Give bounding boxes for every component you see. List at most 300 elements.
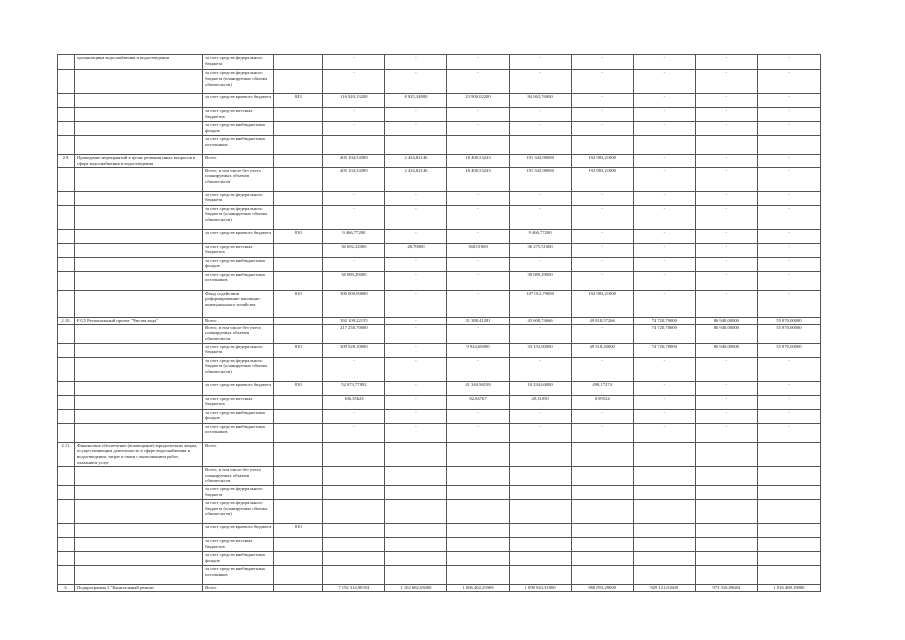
row-number [58,551,75,565]
amount-cell: 2 434,82146 [385,155,447,168]
amount-cell: 55 870,00000 [757,317,820,324]
amount-cell: - [695,94,757,108]
amount-cell: - [571,205,633,229]
measure-name [75,324,203,343]
amount-cell: - [757,423,820,442]
amount-cell: 36 692,22000 [323,243,385,257]
amount-cell: - [385,324,447,343]
amount-cell: 191 343,98000 [509,155,571,168]
table-row [58,551,821,565]
amount-cell [385,442,447,466]
row-number [58,290,75,317]
amount-cell: - [509,191,571,205]
table-row [58,343,821,357]
table-row [58,108,821,122]
funding-source: за счет средств внебюджетных фондов [203,409,274,423]
funding-source: за счет средств внебюджетных источников [203,271,274,290]
amount-cell [509,565,571,584]
row-number [58,485,75,499]
measure-name [75,70,203,94]
amount-cell: - [385,108,447,122]
amount-cell: 9 924,60000 [447,343,509,357]
table-row [58,409,821,423]
measure-name [75,409,203,423]
amount-cell: 405 104,54389 [323,155,385,168]
amount-cell: 392 109,22155 [323,317,385,324]
measure-name [75,167,203,191]
amount-cell [509,551,571,565]
table-row [58,271,821,290]
amount-cell: - [695,357,757,381]
amount-cell: - [385,55,447,70]
amount-cell [757,551,820,565]
amount-cell [757,565,820,584]
amount-cell: 23 900,02200 [447,94,509,108]
amount-cell: 86 940,00000 [695,343,757,357]
funding-source: за счет средств внебюджетных источников [203,136,274,155]
amount-cell [323,551,385,565]
amount-cell: - [633,94,695,108]
amount-cell: - [633,381,695,395]
amount-cell: - [757,155,820,168]
measure-name [75,94,203,108]
amount-cell: - [757,243,820,257]
funding-source: за счет средств краевого бюджета [203,229,274,243]
funding-source: за счет средств краевого бюджета [203,94,274,108]
amount-cell [447,537,509,551]
funding-source: за счет средств федерального бюджета (планируемые объемы обязательств) [203,499,274,523]
amount-cell: - [571,70,633,94]
amount-cell [633,499,695,523]
measure-name [75,423,203,442]
funding-source: за счет средств внебюджетных фондов [203,551,274,565]
table-row [58,317,821,324]
amount-cell: - [757,381,820,395]
amount-cell: - [757,409,820,423]
amount-cell: 1 006 402,25969 [447,584,509,591]
budget-code [274,537,323,551]
amount-cell: 106,35623 [323,395,385,409]
budget-code [274,466,323,485]
measure-name [75,205,203,229]
amount-cell: - [571,94,633,108]
row-number [58,423,75,442]
amount-cell [385,551,447,565]
amount-cell [509,136,571,155]
funding-source: Всего, в том числе без учета планируемых объемов обязательств [203,167,274,191]
amount-cell: - [385,70,447,94]
amount-cell: 18 400,53243 [447,167,509,191]
amount-cell: - [695,290,757,317]
amount-cell [633,466,695,485]
amount-cell: - [385,191,447,205]
amount-cell: 191 343,98000 [509,167,571,191]
row-number [58,537,75,551]
amount-cell [509,485,571,499]
budget-code: 810 [274,229,323,243]
amount-cell: 192 983,21000 [571,290,633,317]
amount-cell: - [633,395,695,409]
amount-cell: 49 318,20000 [571,343,633,357]
budget-code [274,357,323,381]
amount-cell: 9 466,77200 [509,229,571,243]
amount-cell [571,136,633,155]
amount-cell: - [323,409,385,423]
amount-cell: 7 192 314,98354 [323,584,385,591]
amount-cell: - [509,55,571,70]
amount-cell: - [323,357,385,381]
budget-code: 810 [274,343,323,357]
amount-cell [323,442,385,466]
budget-code [274,409,323,423]
budget-table [57,54,821,592]
amount-cell: - [695,423,757,442]
amount-cell: 74 720,70000 [633,343,695,357]
amount-cell: 86 940,00000 [695,317,757,324]
row-number [58,381,75,395]
row-number [58,243,75,257]
amount-cell: - [323,205,385,229]
amount-cell [757,523,820,537]
amount-cell [385,523,447,537]
row-number [58,191,75,205]
amount-cell: 41 340,96538 [447,381,509,395]
table-row [58,395,821,409]
table-row [58,155,821,168]
amount-cell [447,136,509,155]
amount-cell [633,442,695,466]
amount-cell: - [633,271,695,290]
amount-cell: - [571,357,633,381]
amount-cell [385,466,447,485]
budget-code [274,108,323,122]
amount-cell: - [509,357,571,381]
amount-cell: 48,70000 [385,243,447,257]
row-number [58,523,75,537]
budget-code [274,167,323,191]
table-row [58,136,821,155]
amount-cell [571,485,633,499]
row-number [58,271,75,290]
amount-cell: - [571,324,633,343]
amount-cell: - [695,191,757,205]
amount-cell [571,466,633,485]
amount-cell: 9 466,77200 [323,229,385,243]
table-row [58,122,821,136]
amount-cell [757,442,820,466]
amount-cell [571,499,633,523]
amount-cell: - [385,395,447,409]
amount-cell: - [633,55,695,70]
funding-source: Всего [203,584,274,591]
amount-cell: 18 400,53243 [447,155,509,168]
amount-cell: 82,84767 [447,395,509,409]
funding-source: за счет средств местных бюджетов [203,395,274,409]
amount-cell [447,442,509,466]
table-row [58,357,821,381]
amount-cell [509,466,571,485]
amount-cell: 2 434,82146 [385,167,447,191]
amount-cell [509,499,571,523]
amount-cell: - [695,167,757,191]
amount-cell [323,499,385,523]
amount-cell [509,537,571,551]
amount-cell [571,565,633,584]
budget-code: 810 [274,523,323,537]
amount-cell: - [385,290,447,317]
row-number: 2.9. [58,155,75,168]
amount-cell [695,466,757,485]
amount-cell: 498,17374 [571,381,633,395]
row-number: 2.10. [58,317,75,324]
amount-cell: 405 104,54389 [323,167,385,191]
table-row [58,229,821,243]
amount-cell [385,499,447,523]
row-number [58,395,75,409]
amount-cell: - [633,257,695,271]
amount-cell: 107 012,79000 [509,290,571,317]
amount-cell [633,485,695,499]
amount-cell: - [447,108,509,122]
measure-name: F.G5 Региональный проект "Чистая вода" [75,317,203,324]
amount-cell: - [571,191,633,205]
funding-source: за счет средств краевого бюджета [203,381,274,395]
row-number [58,357,75,381]
measure-name [75,466,203,485]
amount-cell [385,485,447,499]
table-row [58,257,821,271]
amount-cell [695,523,757,537]
budget-code [274,70,323,94]
funding-source: Фонд содействия реформированию жилищно-коммунального хозяйства [203,290,274,317]
amount-cell: - [633,243,695,257]
amount-cell [323,466,385,485]
budget-code [274,317,323,324]
amount-cell: - [757,229,820,243]
budget-code [274,485,323,499]
amount-cell: 38 089,29000 [323,271,385,290]
measure-name [75,243,203,257]
amount-cell [447,551,509,565]
amount-cell: - [633,290,695,317]
amount-cell: 8 925,34800 [385,94,447,108]
budget-code: 810 [274,381,323,395]
row-number [58,70,75,94]
funding-source: Всего [203,442,274,466]
row-number [58,108,75,122]
measure-name [75,357,203,381]
amount-cell: - [571,271,633,290]
amount-cell: - [385,271,447,290]
amount-cell [633,523,695,537]
funding-source: за счет средств федерального бюджета (планируемые объемы обязательств) [203,205,274,229]
amount-cell: - [323,257,385,271]
amount-cell [633,136,695,155]
table-row [58,584,821,591]
funding-source: за счет средств местных бюджетов [203,108,274,122]
amount-cell: - [757,205,820,229]
row-number [58,136,75,155]
amount-cell: 33 153,00000 [509,343,571,357]
funding-source: за счет средств федерального бюджета [203,343,274,357]
amount-cell: - [447,229,509,243]
measure-name: Финансовое обеспечение (возмещение) юридическим лицам, осуществляющим деятельность в сфере водоснабжения и водоотведения, затрат в связи с выполнением работ, оказанием услуг [75,442,203,466]
amount-cell: - [323,70,385,94]
measure-name [75,136,203,155]
amount-cell [447,523,509,537]
table-row [58,423,821,442]
amount-cell: - [385,257,447,271]
amount-cell: - [571,409,633,423]
amount-cell: 36 275,51000 [509,243,571,257]
table-row [58,290,821,317]
amount-cell [757,466,820,485]
funding-source: за счет средств внебюджетных источников [203,423,274,442]
amount-cell: - [633,229,695,243]
amount-cell: - [447,205,509,229]
funding-source: за счет средств краевого бюджета [203,523,274,537]
amount-cell [633,551,695,565]
amount-cell: - [571,122,633,136]
amount-cell [323,136,385,155]
amount-cell [695,499,757,523]
budget-code [274,442,323,466]
amount-cell: 52 073,77892 [323,381,385,395]
amount-cell: - [323,108,385,122]
table-row [58,565,821,584]
amount-cell: 86 940,00000 [695,324,757,343]
amount-cell: - [385,423,447,442]
row-number [58,229,75,243]
budget-code [274,191,323,205]
amount-cell: - [695,55,757,70]
amount-cell: - [385,381,447,395]
funding-source: за счет средств федерального бюджета [203,55,274,70]
amount-cell: - [757,290,820,317]
funding-source: за счет средств федерального бюджета [203,485,274,499]
row-number [58,122,75,136]
amount-cell: - [757,357,820,381]
row-number [58,94,75,108]
measure-name [75,499,203,523]
amount-cell: 217 250,70000 [323,324,385,343]
funding-source: Всего [203,317,274,324]
measure-name: Подпрограмма 3 "Капитальный ремонт [75,584,203,591]
measure-name [75,191,203,205]
amount-cell [571,442,633,466]
amount-cell: 1 102 682,03000 [385,584,447,591]
row-number: 3. [58,584,75,591]
amount-cell: - [757,70,820,94]
funding-source: за счет средств внебюджетных фондов [203,257,274,271]
amount-cell: - [571,257,633,271]
amount-cell [323,565,385,584]
budget-code [274,324,323,343]
amount-cell: - [633,122,695,136]
measure-name: организациям водоснабжения и водоотведения [75,55,203,70]
amount-cell: - [323,191,385,205]
table-row [58,499,821,523]
amount-cell: - [757,257,820,271]
budget-code: 843 [274,94,323,108]
table-row [58,523,821,537]
amount-cell [757,136,820,155]
budget-code [274,155,323,168]
row-number [58,409,75,423]
budget-table-page [57,54,821,592]
amount-cell: - [447,191,509,205]
amount-cell: - [509,108,571,122]
amount-cell [385,537,447,551]
amount-cell [633,537,695,551]
amount-cell: - [323,55,385,70]
amount-cell: 1 090 943,31000 [509,584,571,591]
amount-cell: - [695,257,757,271]
amount-cell: - [757,191,820,205]
amount-cell: - [633,205,695,229]
amount-cell [385,565,447,584]
amount-cell [695,565,757,584]
amount-cell [757,485,820,499]
row-number [58,257,75,271]
funding-source: за счет средств местных бюджетов [203,243,274,257]
table-row [58,381,821,395]
amount-cell: - [571,55,633,70]
amount-cell: - [633,167,695,191]
amount-cell: - [695,122,757,136]
measure-name [75,523,203,537]
budget-code [274,499,323,523]
amount-cell [633,565,695,584]
amount-cell: 10 234,64000 [509,381,571,395]
amount-cell: - [571,108,633,122]
amount-cell: - [509,257,571,271]
measure-name: Проведение мероприятий в целях решения иных вопросов в сфере водоснабжения и водоотведения [75,155,203,168]
measure-name [75,381,203,395]
amount-cell: 0,99524 [571,395,633,409]
row-number: 2.11. [58,442,75,466]
amount-cell: - [695,409,757,423]
table-row [58,324,821,343]
funding-source: Всего, в том числе без учета планируемых объемов обязательств [203,466,274,485]
amount-cell: 43 608,74666 [509,317,571,324]
amount-cell: - [509,324,571,343]
amount-cell: - [757,122,820,136]
amount-cell: - [447,257,509,271]
measure-name [75,257,203,271]
row-number [58,343,75,357]
amount-cell: - [633,108,695,122]
amount-cell [695,485,757,499]
amount-cell [385,136,447,155]
budget-code [274,55,323,70]
amount-cell [571,523,633,537]
funding-source: за счет средств федерального бюджета (планируемые объемы обязательств) [203,357,274,381]
amount-cell: - [323,122,385,136]
amount-cell: - [695,229,757,243]
amount-cell [757,537,820,551]
table-row [58,55,821,70]
table-row [58,205,821,229]
amount-cell: - [385,357,447,381]
amount-cell: - [757,271,820,290]
amount-cell [509,442,571,466]
amount-cell [323,523,385,537]
amount-cell: - [447,122,509,136]
measure-name [75,343,203,357]
budget-code [274,205,323,229]
amount-cell: - [385,229,447,243]
